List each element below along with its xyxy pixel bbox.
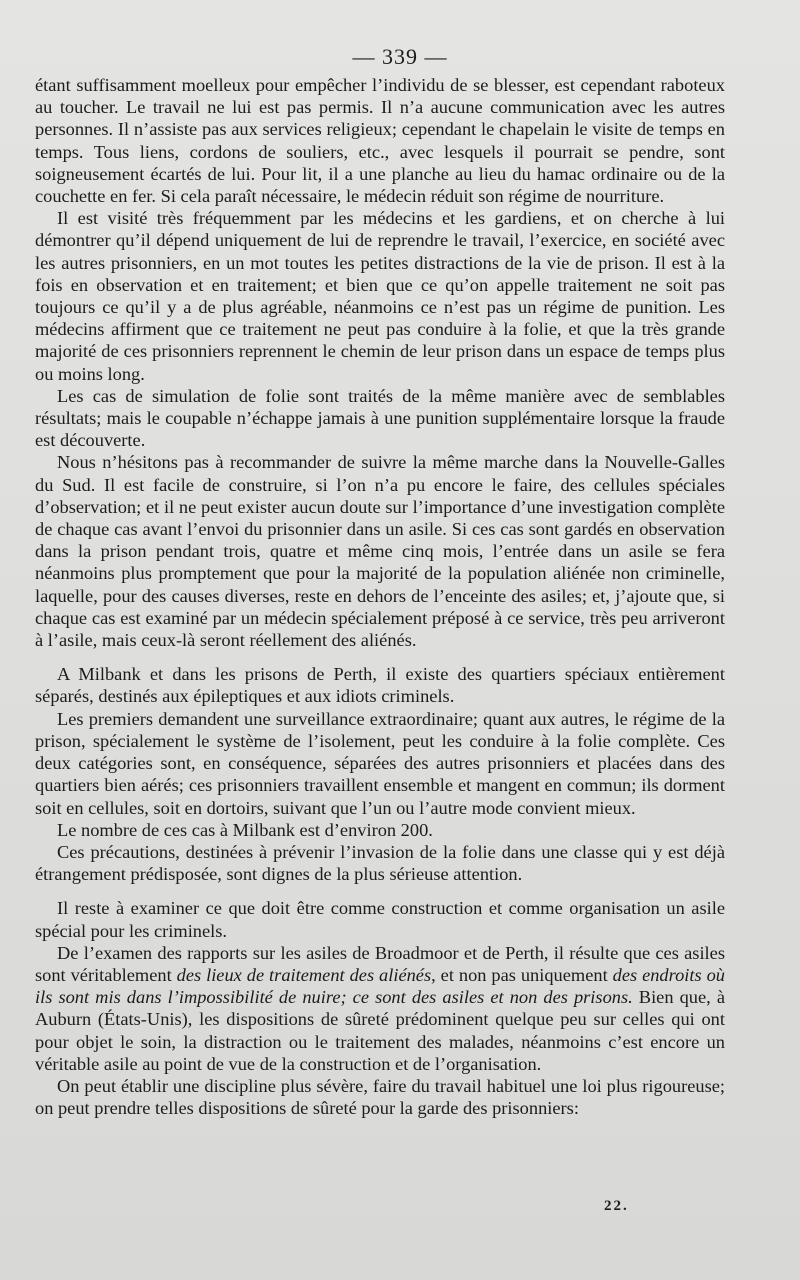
italic-text: des endroits où ils sont mis dans l’impossibilité de nuire; ce sont des asiles et non des prisons.: [35, 964, 725, 1008]
body-text: [35, 74, 725, 1119]
paragraph: [35, 708, 725, 819]
paragraph: [35, 207, 725, 385]
paragraph-text: Bien que, à Auburn (États-Unis), les dispositions de sûreté prédominent quelque peu sur celles qui ont pour objet le soin, la distraction ou le traitement des malades, néanmoins c’est encore un véritable asile au point de vue de la construction et de l’organisation.: [35, 987, 726, 1074]
paragraph: [35, 942, 725, 1075]
paragraph-text: Ces précautions, destinées à prévenir l’invasion de la folie dans une classe qui y est déjà étrangement prédisposée, sont dignes de la plus sérieuse attention.: [35, 841, 725, 885]
paragraph-text: , et non pas uniquement: [431, 964, 613, 985]
italic-text: des lieux de traitement des aliénés: [176, 964, 432, 985]
paragraph-text: De l’examen des rapports sur les asiles de Broadmoor et de Perth, il résulte que ces asiles sont véritablement: [35, 942, 725, 985]
paragraph: [35, 663, 725, 707]
paragraph-text: On peut établir une discipline plus sévère, faire du travail habituel une loi plus rigoureuse; on peut prendre telles dispositions de sûreté pour la garde des prisonniers:: [35, 1075, 725, 1119]
paragraph-text: A Milbank et dans les prisons de Perth, il existe des quartiers spéciaux entièrement séparés, destinés aux épileptiques et aux idiots criminels.: [35, 664, 725, 707]
paragraph: [35, 74, 725, 207]
page-number: — 339 —: [352, 44, 448, 69]
paragraph-text: Le nombre de ces cas à Milbank est d’environ 200.: [57, 819, 433, 840]
paragraph-text: Il est visité très fréquemment par les médecins et les gardiens, et on cherche à lui démontrer qu’il dépend uniquement de lui de reprendre le travail, l’exercice, en société avec les autres prisonniers, en un mot toutes les petites distractions de la vie de prison. Il est à la fois en observation et en traitement; et bien que ce qu’on appelle traitement ne soit pas toujours ce qu’il y a de plus agréable, néanmoins ce n’est pas un régime de punition. Les médecins affirment que ce traitement ne peut pas conduire à la folie, et que la très grande majorité de ces prisonniers reprennent le chemin de leur prison dans un espace de temps plus ou moins long.: [35, 208, 725, 384]
paragraph: [35, 841, 725, 885]
paragraph: [35, 897, 725, 941]
paragraph: [35, 451, 725, 651]
paragraph-text: Les premiers demandent une surveillance extraordinaire; quant aux autres, le régime de la prison, spécialement le système de l’isolement, peut les conduire à la folie complète. Ces deux catégories sont, en conséquence, séparées des autres prisonniers et placées dans des quartiers bien aérés; ces prisonniers travaillent ensemble et mangent en commun; ils dorment soit en cellules, soit en dortoirs, suivant que l’un ou l’autre mode convient mieux.: [35, 708, 725, 818]
paragraph-text: étant suffisamment moelleux pour empêcher l’individu de se blesser, est cependant raboteux au toucher. Le travail ne lui est pas permis. Il n’a aucune communication avec les autres personnes. Il n’assiste pas aux services religieux; cependant le chapelain le visite de temps en temps. Tous liens, cordons de souliers, etc., avec lesquels il pourrait se pendre, sont soigneusement écartés de lui. Pour lit, il a une planche au lieu du hamac ordinaire ou de la couchette en fer. Si cela paraît nécessaire, le médecin réduit son régime de nourriture.: [35, 75, 725, 207]
paragraph-text: Il reste à examiner ce que doit être comme construction et comme organisation un asile spécial pour les criminels.: [35, 898, 725, 941]
paragraph-text: Nous n’hésitons pas à recommander de suivre la même marche dans la Nouvelle-Galles du Sud. Il est facile de construire, si l’on n’a pu encore le faire, des cellules spéciales d’observation; et il ne peut exister aucun doute sur l’importance d’une investigation complète de chaque cas avant l’envoi du prisonnier dans un asile. Si ces cas sont gardés en observation dans la prison pendant trois, quatre et même cinq mois, l’entrée dans un asile se fera néanmoins plus promptement que pour la majorité de la population aliénée non criminelle, laquelle, pour des causes diverses, reste en dehors de l’enceinte des asiles; et, j’ajoute que, si chaque cas est examiné par un médecin spécialement préposé à ce service, très peu arriveront à l’asile, mais ceux-là seront réellement des aliénés.: [35, 452, 725, 651]
paragraph: [35, 1075, 725, 1119]
paragraph: [35, 385, 725, 452]
paragraph-text: Les cas de simulation de folie sont traités de la même manière avec de semblables résultats; mais le coupable n’échappe jamais à une punition supplémentaire lorsque la fraude est découverte.: [35, 385, 725, 451]
signature-mark: 22.: [604, 1198, 629, 1214]
paragraph: [35, 819, 725, 841]
